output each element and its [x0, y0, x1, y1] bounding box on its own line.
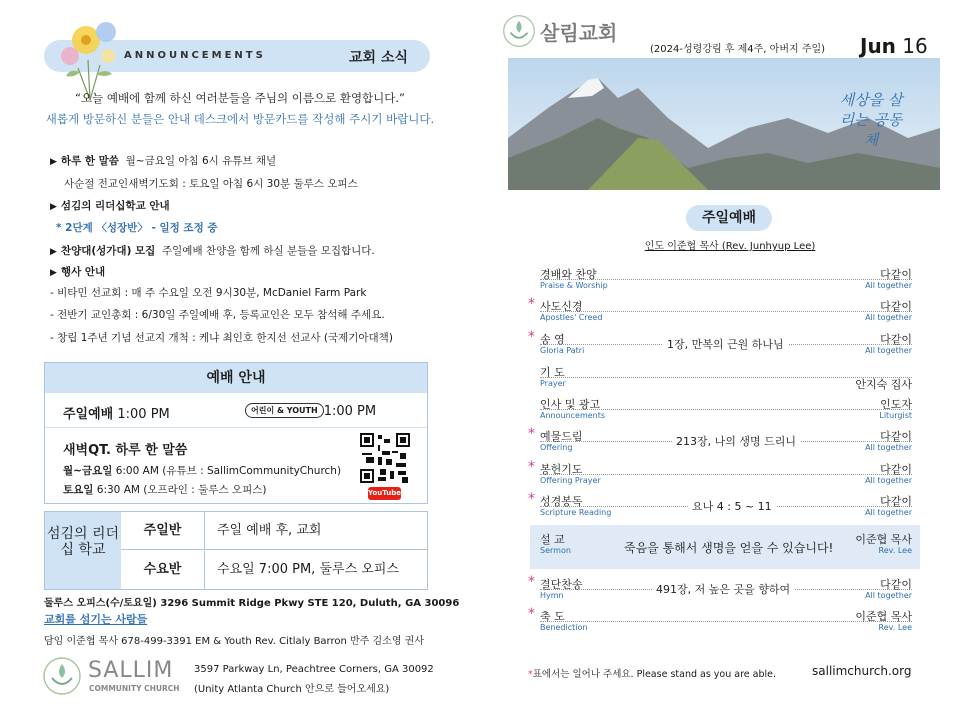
order-item-leader-en: All together: [865, 508, 912, 517]
announcement-item: * 2단계 〈성장반〉 - 일정 조정 중: [56, 222, 218, 234]
class-row: 수요반 수요일 7:00 PM, 둘루스 오피스: [121, 551, 427, 589]
announcement-item: - 창립 1주년 기념 선교지 개척 : 케냐 최인호 한지선 선교사 (국제기아대책): [50, 332, 393, 344]
order-item-ko: 축 도: [540, 610, 565, 623]
order-item-ko: 송 영: [540, 333, 565, 346]
church-address-note: (Unity Atlanta Church 안으로 들어오세요): [194, 684, 390, 695]
order-row: [530, 298, 912, 328]
order-item-en: Hymn: [540, 591, 564, 600]
slogan: 세상을 살리는 공동체: [839, 91, 903, 149]
office-address: 둘루스 오피스(수/토요일) 3296 Summit Ridge Pkwy STE 120, Duluth, GA 30096: [44, 598, 460, 609]
welcome-line-2: 새롭게 방문하신 분들은 안내 데스크에서 방문카드를 작성해 주시기 바랍니다.: [45, 112, 435, 126]
order-row: [530, 396, 912, 426]
order-item-ko: 사도신경: [540, 300, 583, 313]
order-item-leader: 안지숙 집사: [855, 378, 912, 391]
stand-star-icon: *: [528, 606, 535, 622]
leadership-school-label: 섬김의 리더십 학교: [45, 512, 121, 589]
order-item-ko: 기 도: [540, 366, 565, 379]
order-row: [530, 608, 912, 638]
order-item-leader: 이준협 목사: [855, 610, 912, 623]
announcement-item: - 비타민 선교회 : 매 주 수요일 오전 9시30분, McDaniel Farm Park: [50, 287, 367, 299]
welcome-line-1: “오늘 예배에 함께 하신 여러분들을 주님의 이름으로 환영합니다.”: [75, 91, 405, 105]
stand-star-icon: *: [528, 459, 535, 475]
stand-star-icon: *: [528, 491, 535, 507]
order-item-leader: 다같이: [880, 463, 912, 476]
announcement-item: ▶ 섬김의 리더십학교 안내: [50, 200, 170, 212]
worship-info-title: 예배 안내: [45, 363, 427, 393]
order-item-leader-en: Rev. Lee: [878, 546, 912, 555]
announcement-item: ▶ 찬양대(성가대) 모집 주일예배 찬양을 함께 하실 분들을 모집합니다.: [50, 245, 375, 257]
section-title: 주일예배: [686, 205, 772, 231]
order-item-en: Announcements: [540, 411, 606, 420]
order-item-en: Offering Prayer: [540, 476, 601, 485]
order-row: [530, 428, 912, 458]
order-item-leader-en: All together: [865, 476, 912, 485]
order-item-en: Prayer: [540, 379, 566, 388]
order-item-en: Gloria Patri: [540, 346, 585, 355]
logo-name: SALLIM: [88, 658, 174, 683]
order-item-leader: 다같이: [880, 300, 912, 313]
order-item-en: Apostles' Creed: [540, 313, 603, 322]
order-item-en: Scripture Reading: [540, 508, 612, 517]
servers-title: 교회를 섬기는 사람들: [44, 613, 148, 626]
bulletin-date: Jun 16: [860, 34, 928, 58]
order-row: [530, 531, 912, 561]
stand-star-icon: *: [528, 296, 535, 312]
qr-code-icon[interactable]: [360, 433, 410, 483]
order-row: [530, 364, 912, 394]
banner-ko: 교회 소식: [349, 50, 408, 66]
order-item-detail: 요나 4 : 5 ~ 11: [688, 498, 776, 514]
stand-star-icon: *: [528, 426, 535, 442]
church-address: 3597 Parkway Ln, Peachtree Corners, GA 30092: [194, 664, 434, 675]
order-row: [530, 576, 912, 606]
order-item-leader-en: All together: [865, 346, 912, 355]
order-item-leader-en: All together: [865, 313, 912, 322]
order-item-leader: 다같이: [880, 578, 912, 591]
order-row: [530, 493, 912, 523]
order-item-detail: 491장, 저 높은 곳을 향하여: [652, 581, 794, 597]
stand-star-icon: *: [528, 574, 535, 590]
order-item-leader: 이준협 목사: [855, 533, 912, 546]
order-item-ko: 인사 및 광고: [540, 398, 601, 411]
order-item-en: Sermon: [540, 546, 571, 555]
order-row: [530, 331, 912, 361]
order-item-ko: 예물드림: [540, 430, 583, 443]
worship-leader: 인도 이준협 목사 (Rev. Junhyup Lee): [644, 241, 816, 252]
church-name: 살림교회: [540, 21, 618, 45]
order-item-leader-en: All together: [865, 281, 912, 290]
weekday-qt: 월~금요일 6:00 AM (유튜브 : SallimCommunityChurch): [63, 465, 342, 477]
leadership-school-box: [44, 511, 428, 590]
stand-star-icon: *: [528, 329, 535, 345]
order-item-ko: 경배와 찬양: [540, 268, 597, 281]
flower-bouquet-icon: [50, 10, 130, 102]
saturday-qt: 토요일 6:30 AM (오프라인 : 둘루스 오피스): [63, 484, 267, 496]
order-item-ko: 설 교: [540, 533, 565, 546]
order-item-ko: 봉헌기도: [540, 463, 583, 476]
order-item-leader-en: All together: [865, 443, 912, 452]
announcement-item: ▶ 행사 안내: [50, 266, 106, 278]
sunday-worship-time: 주일예배 1:00 PM: [63, 407, 170, 422]
announcement-item: ▶ 하루 한 말씀 월~금요일 아침 6시 유튜브 채널: [50, 155, 277, 167]
order-item-leader: 다같이: [880, 430, 912, 443]
order-item-leader: 다같이: [880, 495, 912, 508]
order-item-leader: 다같이: [880, 268, 912, 281]
youth-worship-time: 어린이 & YOUTH 1:00 PM: [245, 403, 376, 419]
order-item-ko: 결단찬송: [540, 578, 583, 591]
order-item-detail: 213장, 나의 생명 드리니: [672, 433, 800, 449]
order-item-leader-en: Liturgist: [879, 411, 912, 420]
youtube-icon[interactable]: YouTube: [368, 487, 401, 500]
order-item-en: Benediction: [540, 623, 588, 632]
order-row: [530, 266, 912, 296]
stand-note: *표에서는 일어나 주세요. Please stand as you are able.: [528, 669, 777, 680]
order-item-leader: 다같이: [880, 333, 912, 346]
service-info: (2024-성령강림 후 제4주, 아버지 주일): [650, 44, 826, 55]
order-item-en: Offering: [540, 443, 573, 452]
order-item-leader-en: Rev. Lee: [878, 623, 912, 632]
order-item-en: Praise & Worship: [540, 281, 608, 290]
announcement-item: 사순절 전교인새벽기도회 : 토요일 아침 6시 30분 둘루스 오피스: [64, 178, 358, 190]
logo-sub: COMMUNITY CHURCH: [89, 684, 180, 693]
daily-word-title: 새벽QT. 하루 한 말씀: [63, 443, 188, 458]
class-row: 주일반 주일 예배 후, 교회: [121, 512, 427, 550]
order-item-detail: 죽음을 통해서 생명을 얻을 수 있습니다!: [624, 541, 834, 555]
order-item-leader-en: All together: [865, 591, 912, 600]
banner-en: ANNOUNCEMENTS: [124, 50, 266, 61]
church-logo-icon: [502, 14, 536, 48]
announcement-item: - 전반기 교인총회 : 6/30일 주일예배 후, 등록교인은 모두 참석해 주세요.: [50, 309, 385, 321]
order-item-leader: 인도자: [880, 398, 912, 411]
order-item-ko: 성경봉독: [540, 495, 583, 508]
servers-list: 담임 이준협 목사 678-499-3391 EM & Youth Rev. Citlaly Barron 반주 김소영 권사: [44, 636, 424, 647]
website-link[interactable]: sallimchurch.org: [812, 664, 912, 678]
order-row: [530, 461, 912, 491]
order-item-detail: 1장, 만복의 근원 하나님: [663, 336, 788, 352]
church-logo-icon: [42, 656, 82, 696]
